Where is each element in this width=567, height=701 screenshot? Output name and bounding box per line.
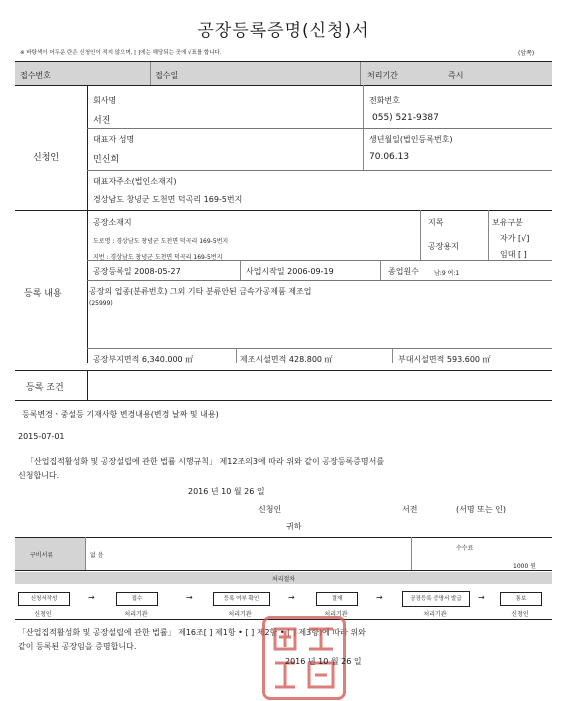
body-text-line2: 신청합니다.	[18, 471, 60, 480]
step-actor-label: 신청인	[511, 611, 529, 618]
step-box-receipt: 접수	[116, 592, 158, 606]
manufacturing-area: 제조시설면적 428.800 ㎡	[240, 355, 333, 364]
step-box-write: 신청서작성	[18, 592, 70, 606]
rep-address-label: 대표자주소(법인소재지)	[93, 177, 177, 186]
conditions-label: 등록 조건	[26, 383, 64, 393]
change-heading: 등록변경ㆍ중설등 기재사항 변경내용(변경 날짜 및 내용)	[22, 410, 219, 419]
change-date: 2015-07-01	[18, 432, 65, 441]
site-area: 공장부지면적 6,340.000 ㎡	[93, 355, 194, 364]
ownership-label: 보유구분	[492, 218, 523, 227]
representative-label: 대표자 성명	[93, 135, 135, 144]
body-text-line1: 「산업집적활성화 및 공장설립에 관한 법률 시행규칙」 제12조의3에 따라 위와 같이 공장등록증명서를	[26, 457, 385, 466]
lot-address: 지번 : 경상남도 창녕군 도천면 덕곡리 169-5번지	[93, 254, 223, 261]
ownership-lease-checkbox[interactable]: 임대 [ ]	[500, 250, 527, 259]
step-actor-label: 처리기관	[124, 611, 148, 618]
applicant-section-label: 신청인	[33, 153, 60, 163]
addressee: 귀하	[286, 522, 302, 531]
step-actor-label: 처리기관	[423, 611, 447, 618]
footer-line1: 「산업집적활성화 및 공장설립에 관한 법률」 제16조[ ] 제1항 • [ ] 제2항 • [ ] 제3항)에 따라 위와	[18, 628, 366, 637]
page-mark: (앞쪽)	[518, 50, 535, 57]
arrow-icon: →	[376, 593, 383, 602]
employees-label: 종업원수	[388, 267, 419, 276]
form-title: 공장등록증명(신청)서	[197, 21, 370, 41]
rep-address-value: 경상남도 창녕군 도천면 덕곡리 169-5번지	[93, 195, 243, 204]
road-address: 도로명 : 경상남도 창녕군 도천면 덕곡리 169-5번지	[93, 238, 229, 245]
registration-date: 공장등록일 2008-05-27	[93, 267, 181, 276]
fee-value: 1000 원	[513, 563, 536, 570]
factory-location-label: 공장소재지	[93, 218, 132, 227]
arrow-icon: →	[186, 593, 193, 602]
business-line: 공장의 업종(분류번호) 그외 기타 분류안된 금속가공제품 제조업	[89, 287, 312, 296]
step-box-verify: 등록 여부 확인	[213, 592, 270, 606]
application-date: 2016 년 10 월 26 일	[188, 487, 265, 496]
ownership-own-checkbox[interactable]: 자가 [√]	[500, 234, 530, 243]
business-start-date: 사업시작일 2006-09-19	[246, 267, 334, 276]
step-actor-label: 처리기관	[324, 611, 348, 618]
registration-section-label: 등록 내용	[24, 289, 62, 299]
phone-value: 055) 521-9387	[372, 113, 439, 123]
step-box-issue: 공장등록 증명서 발급	[402, 591, 470, 607]
receipt-number-label: 접수번호	[20, 71, 51, 80]
auxiliary-area: 부대시설면적 593.600 ㎡	[398, 355, 491, 364]
receipt-bar	[15, 62, 552, 85]
arrow-icon: →	[88, 593, 95, 602]
land-type-label: 지목	[428, 218, 444, 227]
representative-value: 민신희	[93, 155, 120, 165]
applicant-sign-label: 신청인	[258, 505, 282, 514]
processing-period-label: 처리기간	[367, 71, 398, 80]
form-note: ※ 바탕색이 어두운 란은 신청인이 적지 않으며, [ ]에는 해당되는 곳에 √표를 합니다.	[20, 50, 222, 56]
footer-date: 2016 년 10 월 26 일	[285, 657, 362, 666]
company-name-label: 회사명	[93, 96, 117, 105]
receipt-date-label: 접수일	[155, 71, 179, 80]
fee-label: 수수료	[456, 545, 474, 552]
documents-value: 없 음	[90, 552, 104, 559]
business-code: (25999)	[89, 300, 113, 307]
birth-date-value: 70.06.13	[369, 152, 410, 162]
company-name-value: 서진	[93, 116, 111, 126]
step-actor-label: 신청인	[34, 611, 52, 618]
birth-date-label: 생년월일(법인등록번호)	[369, 135, 453, 144]
sign-hint: (서명 또는 인)	[456, 505, 506, 514]
employees-count: 남:9 여:1	[434, 270, 460, 277]
step-box-approve: 결재	[316, 592, 358, 606]
arrow-icon: →	[478, 593, 485, 602]
phone-label: 전화번호	[369, 96, 400, 105]
processing-immediate: 즉시	[448, 71, 464, 80]
step-box-notify: 통보	[500, 592, 542, 606]
arrow-icon: →	[288, 593, 295, 602]
footer-line2: 같이 등록된 공장임을 증명합니다.	[18, 642, 137, 651]
procedure-title: 처리절차	[271, 576, 296, 583]
applicant-sign-name: 서전	[402, 505, 418, 514]
documents-label: 구비서류	[30, 552, 54, 559]
land-type-value: 공장용지	[428, 242, 459, 251]
step-actor-label: 처리기관	[228, 611, 252, 618]
